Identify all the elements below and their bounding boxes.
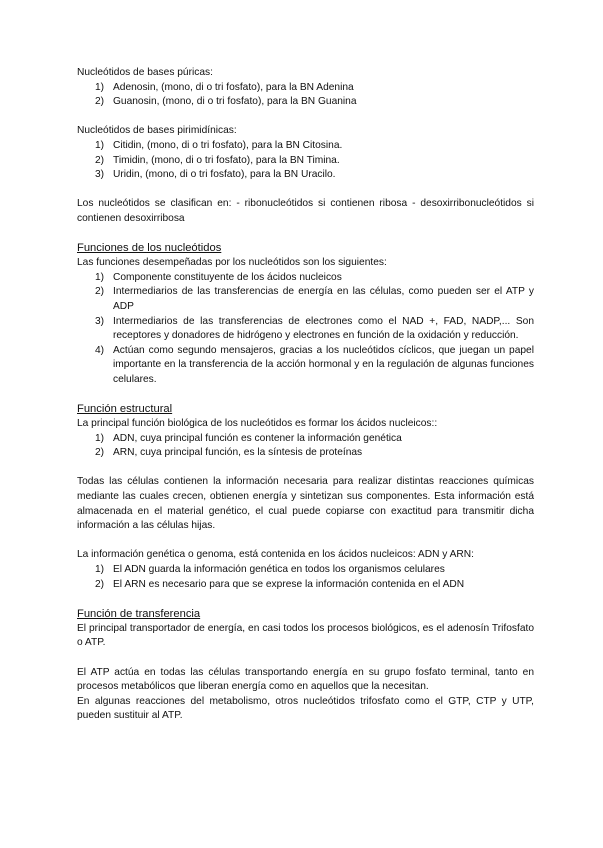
list-text: Guanosin, (mono, di o tri fosfato), para la BN Guanina [113,96,357,108]
list-item [77,285,534,314]
list-item [77,578,534,593]
list-item [77,95,534,110]
list-text: El ADN guarda la información genética en todos los organismos celulares [113,564,445,575]
list-number: 2) [95,447,105,459]
list-number: 3) [95,315,105,327]
list-text: Intermediarios de las transferencias de energía en las células, como pueden ser el ATP y ADP [113,286,534,312]
list-item [77,432,534,447]
list-number: 3) [95,169,105,181]
functions-list [77,271,534,388]
list-text: Adenosin, (mono, di o tri fosfato), para la BN Adenina [113,81,354,93]
list-text: Timidin, (mono, di o tri fosfato), para la BN Timina. [113,154,340,166]
purines-list [77,81,534,110]
list-number: 1) [95,432,105,444]
structural-list [77,432,534,461]
list-text: Componente constituyente de los ácidos nucleicos [113,271,342,283]
structural-heading: Función estructural [77,403,173,416]
list-number: 4) [95,344,105,356]
functions-heading: Funciones de los nucleótidos [77,242,222,255]
list-item [77,154,534,169]
list-number: 2) [95,286,105,298]
list-item [77,81,534,96]
genetic-intro: La información genética o genoma, está contenida en los ácidos nucleicos: ADN y ARN: [77,549,474,561]
functions-intro: Las funciones desempeñadas por los nucleótidos son los siguientes: [77,257,387,269]
list-text: ARN, cuya principal función, es la síntesis de proteínas [113,447,363,459]
list-number: 1) [95,81,105,93]
transfer-paragraph-3: En algunas reacciones del metabolismo, otros nucleótidos trifosfato como el GTP, CTP y UTP, pueden sustituir al ATP. [77,695,534,722]
list-item [77,344,534,388]
list-number: 2) [95,96,105,108]
list-number: 1) [95,139,105,151]
list-number: 1) [95,271,105,283]
list-text: Intermediarios de las transferencias de electrones como el NAD +, FAD, NADP,... Son receptores y donadores de hidrógeno y electrones en función de la oxidación y reducción. [113,315,534,342]
list-item [77,271,534,286]
list-item [77,139,534,154]
classification-paragraph: Los nucleótidos se clasifican en: - ribonucleótidos si contienen ribosa - desoxirribonucleótidos si contienen desoxirribosa [77,198,534,224]
list-number: 2) [95,578,105,590]
purines-title: Nucleótidos de bases púricas: [77,67,213,78]
pyrimidines-title: Nucleótidos de bases pirimidínicas: [77,125,237,137]
transfer-paragraph-1: El principal transportador de energía, en casi todos los procesos biológicos, es el adenosín Trifosfato o ATP. [77,622,534,649]
document-page [77,66,534,724]
list-text: Actúan como segundo mensajeros, gracias a los nucleótidos cíclicos, que juegan un papel importante en la transferencia de la acción hormonal y en la regulación de algunas funciones celulares. [113,344,534,385]
transfer-paragraph-2: El ATP actúa en todas las células transportando energía en su grupo fosfato terminal, tanto en procesos metabólicos que liberan energía como en aquellos que la necesitan. [77,666,534,693]
list-item [77,315,534,344]
pyrimidines-list [77,139,534,183]
transfer-heading: Función de transferencia [77,607,201,620]
list-item [77,168,534,183]
list-text: El ARN es necesario para que se exprese la información contenida en el ADN [113,578,465,590]
list-item [77,563,534,578]
list-text: ADN, cuya principal función es contener la información genética [113,432,402,444]
structural-paragraph: Todas las células contienen la información necesaria para realizar distintas reacciones químicas mediante las cuales crecen, obtienen energía y sintetizan sus componentes. Esta información está almacenada en el material genético, el cual puede copiarse con exactitud para transmitir dicha información a las células hijas. [77,476,534,532]
list-number: 1) [95,564,105,575]
list-number: 2) [95,154,105,166]
structural-intro: La principal función biológica de los nucleótidos es formar los ácidos nucleicos:: [77,418,438,430]
list-text: Uridin, (mono, di o tri fosfato), para la BN Uracilo. [113,169,336,181]
list-item [77,446,534,461]
genetic-list [77,563,534,592]
list-text: Citidin, (mono, di o tri fosfato), para la BN Citosina. [113,139,343,151]
